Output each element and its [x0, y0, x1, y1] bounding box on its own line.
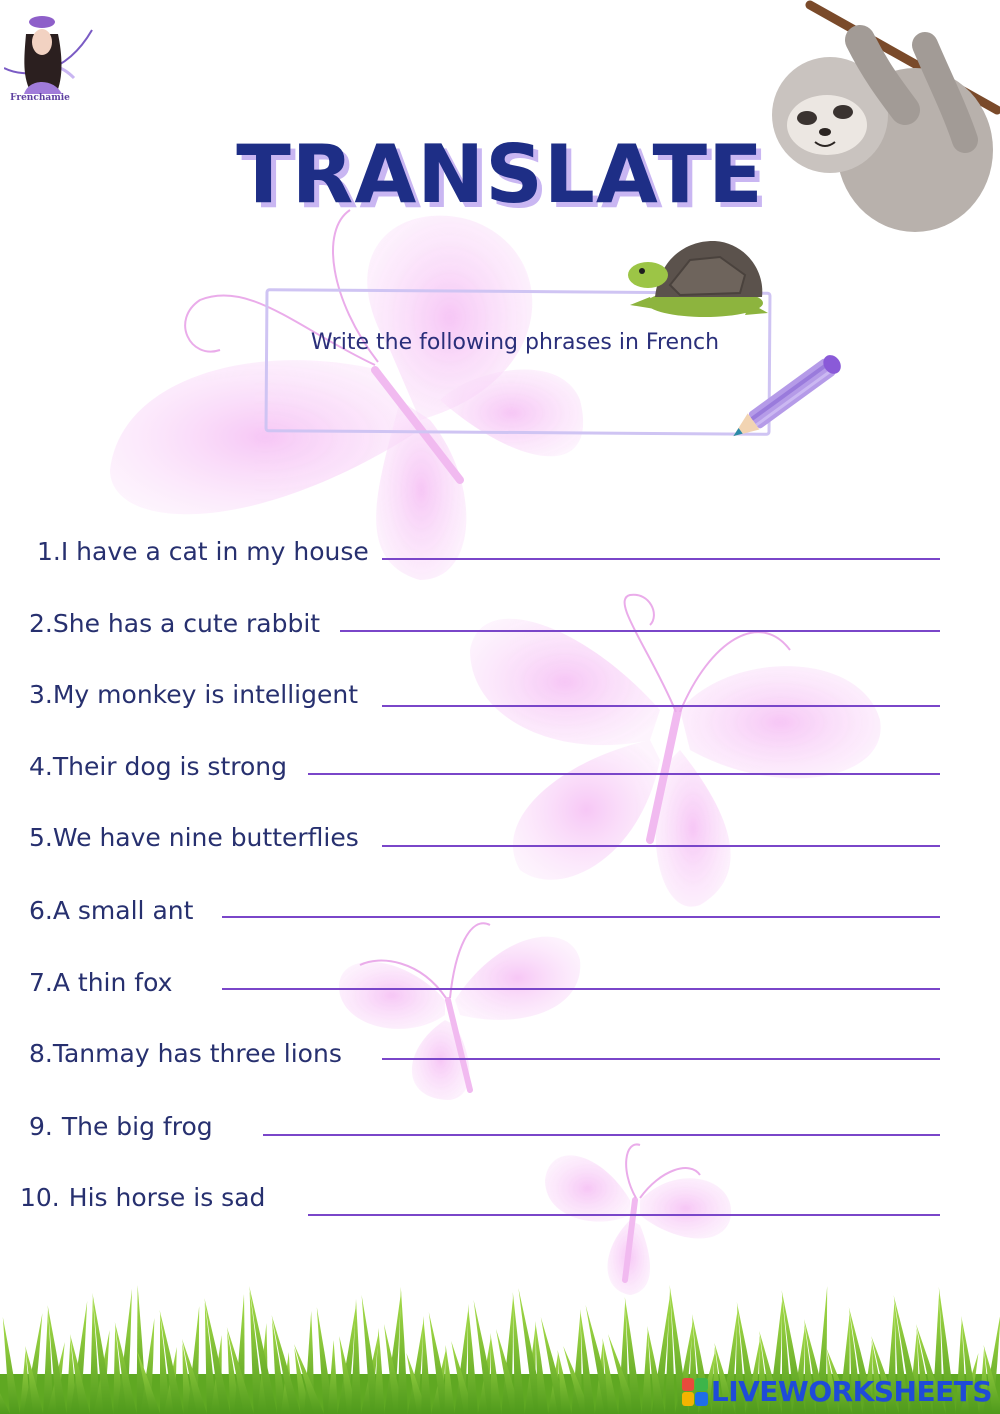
item-number: 2. [29, 609, 53, 638]
item-text: Tanmay has three lions [52, 1039, 342, 1068]
item-text: My monkey is intelligent [52, 680, 358, 709]
answer-line[interactable] [263, 1134, 940, 1136]
item-number: 9. [29, 1112, 53, 1141]
item-number: 3. [29, 680, 53, 709]
item-text: I have a cat in my house [60, 537, 369, 566]
page-title: TRANSLATE [236, 128, 764, 221]
turtle-icon [620, 235, 770, 325]
instruction-text: Write the following phrases in French [310, 330, 720, 355]
list-item [29, 680, 358, 709]
grass-blade [374, 1328, 384, 1414]
item-text: His horse is sad [68, 1183, 266, 1212]
answer-line[interactable] [382, 558, 940, 560]
list-item [29, 1112, 213, 1141]
item-number: 5. [29, 823, 53, 852]
answer-line[interactable] [382, 845, 940, 847]
list-item [37, 537, 369, 566]
item-text: We have nine butterflies [52, 823, 359, 852]
butterfly-icon [339, 923, 580, 1100]
list-item [20, 1183, 265, 1212]
item-text: A small ant [52, 896, 194, 925]
list-item [29, 1039, 342, 1068]
watermark-text: LIVEWORKSHEETS [710, 1375, 992, 1408]
logo [4, 8, 94, 108]
item-text: The big frog [61, 1112, 213, 1141]
list-item [29, 823, 359, 852]
butterfly-icon [470, 595, 881, 907]
item-number: 4. [29, 752, 53, 781]
answer-line[interactable] [382, 705, 940, 707]
item-number: 10. [20, 1183, 60, 1212]
liveworksheets-watermark [682, 1375, 992, 1408]
item-number: 8. [29, 1039, 53, 1068]
list-item [29, 896, 193, 925]
list-item [29, 968, 172, 997]
answer-line[interactable] [340, 630, 940, 632]
answer-line[interactable] [222, 916, 940, 918]
list-item [29, 752, 287, 781]
logo-portrait-icon [4, 8, 94, 98]
item-text: Their dog is strong [52, 752, 287, 781]
item-number: 6. [29, 896, 53, 925]
item-number: 1. [37, 537, 61, 566]
answer-line[interactable] [308, 1214, 940, 1216]
pencil-icon [720, 340, 860, 450]
item-number: 7. [29, 968, 53, 997]
list-item [29, 609, 320, 638]
logo-text: Frenchamie [10, 93, 70, 103]
liveworksheets-logo-icon [682, 1378, 708, 1406]
answer-line[interactable] [222, 988, 940, 990]
item-text: She has a cute rabbit [52, 609, 321, 638]
answer-line[interactable] [308, 773, 940, 775]
answer-line[interactable] [382, 1058, 940, 1060]
item-text: A thin fox [52, 968, 173, 997]
